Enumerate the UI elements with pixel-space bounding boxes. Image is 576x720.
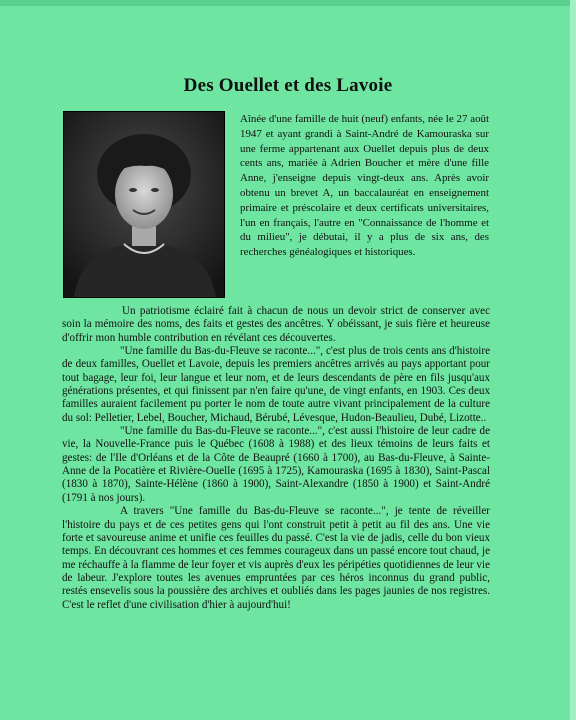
- author-intro-text: Aînée d'une famille de huit (neuf) enfants, née le 27 août 1947 et ayant grandi à Saint-André de Kamouraska sur une ferme appartenant aux Ouellet depuis plus de deux cents ans, mariée à Adrien Boucher et mère d'une fille Anne, j'enseigne depuis vingt-deux ans. Après avoir obtenu un brevet A, un baccalauréat en enseignement primaire et préscolaire et deux certificats universitaires, l'un en français, l'autre en "Connaissance de l'homme et du milieu", je débutai, il y a plus de six ans, des recherches généalogiques et historiques.: [240, 113, 489, 259]
- body-paragraph: Un patriotisme éclairé fait à chacun de nous un devoir strict de conserver avec soin la mémoire des noms, des faits et gestes des ancêtres. Y obéissant, je suis fière et heureuse d'offrir mon humble contribution en révélant ces découvertes.: [62, 305, 490, 344]
- body-paragraph: "Une famille du Bas-du-Fleuve se raconte...", c'est plus de trois cents ans d'histoire de deux familles, Ouellet et Lavoie, depuis les premiers ancêtres arrivés au pays apportant pour tout bagage, leur foi, leur langue et leur nom, et de leurs descendants de père en fils jusqu'aux générations présentes, et qui finissent par n'en faire qu'une, de vingt enfants, en 1903. Ces deux familles auraient facilement pu porter le nom de toute autre vivant principalement de la culture du sol: Pelletier, Lebel, Boucher, Michaud, Bérubé, Lévesque, Hudon-Beaulieu, Dubé, Lizotte..: [62, 345, 490, 424]
- body-paragraph: A travers "Une famille du Bas-du-Fleuve se raconte...", je tente de réveiller l'histoire du pays et de ces petites gens qui l'ont construit petit à petit au fil des ans. Une vie forte et savoureuse anime et unifie ces feuilles du passé. C'est la vie de jadis, celle du bon vieux temps. En découvrant ces hommes et ces femmes courageux dans un passé encore tout chaud, je me réchauffe à la flamme de leur foyer et vis auprès d'eux les péripéties quotidiennes de leur vie de labeur. J'explore toutes les avenues empruntées par ces héros inconnus du grand public, restés ensevelis sous la poussière des archives et oubliés dans les pages jaunies de nos registres. C'est le reflet d'une civilisation d'hier à aujourd'hui!: [62, 505, 490, 611]
- page-top-band: [0, 0, 576, 6]
- article-body: [62, 305, 490, 612]
- page-title: Des Ouellet et des Lavoie: [183, 74, 393, 96]
- body-paragraph: "Une famille du Bas-du-Fleuve se raconte...", c'est aussi l'histoire de leur cadre de vie, la Nouvelle-France puis le Québec (1608 à 1988) et des lieux témoins de leurs faits et gestes: de l'Ile d'Orléans et de la Côte de Beaupré (1660 à 1700), au Bas-du-Fleuve, à Sainte-Anne de la Pocatière et Rivière-Ouelle (1695 à 1725), Kamouraska (1695 à 1830), Saint-Pascal (1830 à 1870), Sainte-Hélène (1860 à 1900), Saint-Alexandre (1850 à 1900) et Saint-André (1791 à nos jours).: [62, 425, 490, 504]
- author-portrait-photo: [63, 111, 225, 298]
- page-right-edge: [570, 0, 576, 720]
- author-intro: [240, 112, 489, 260]
